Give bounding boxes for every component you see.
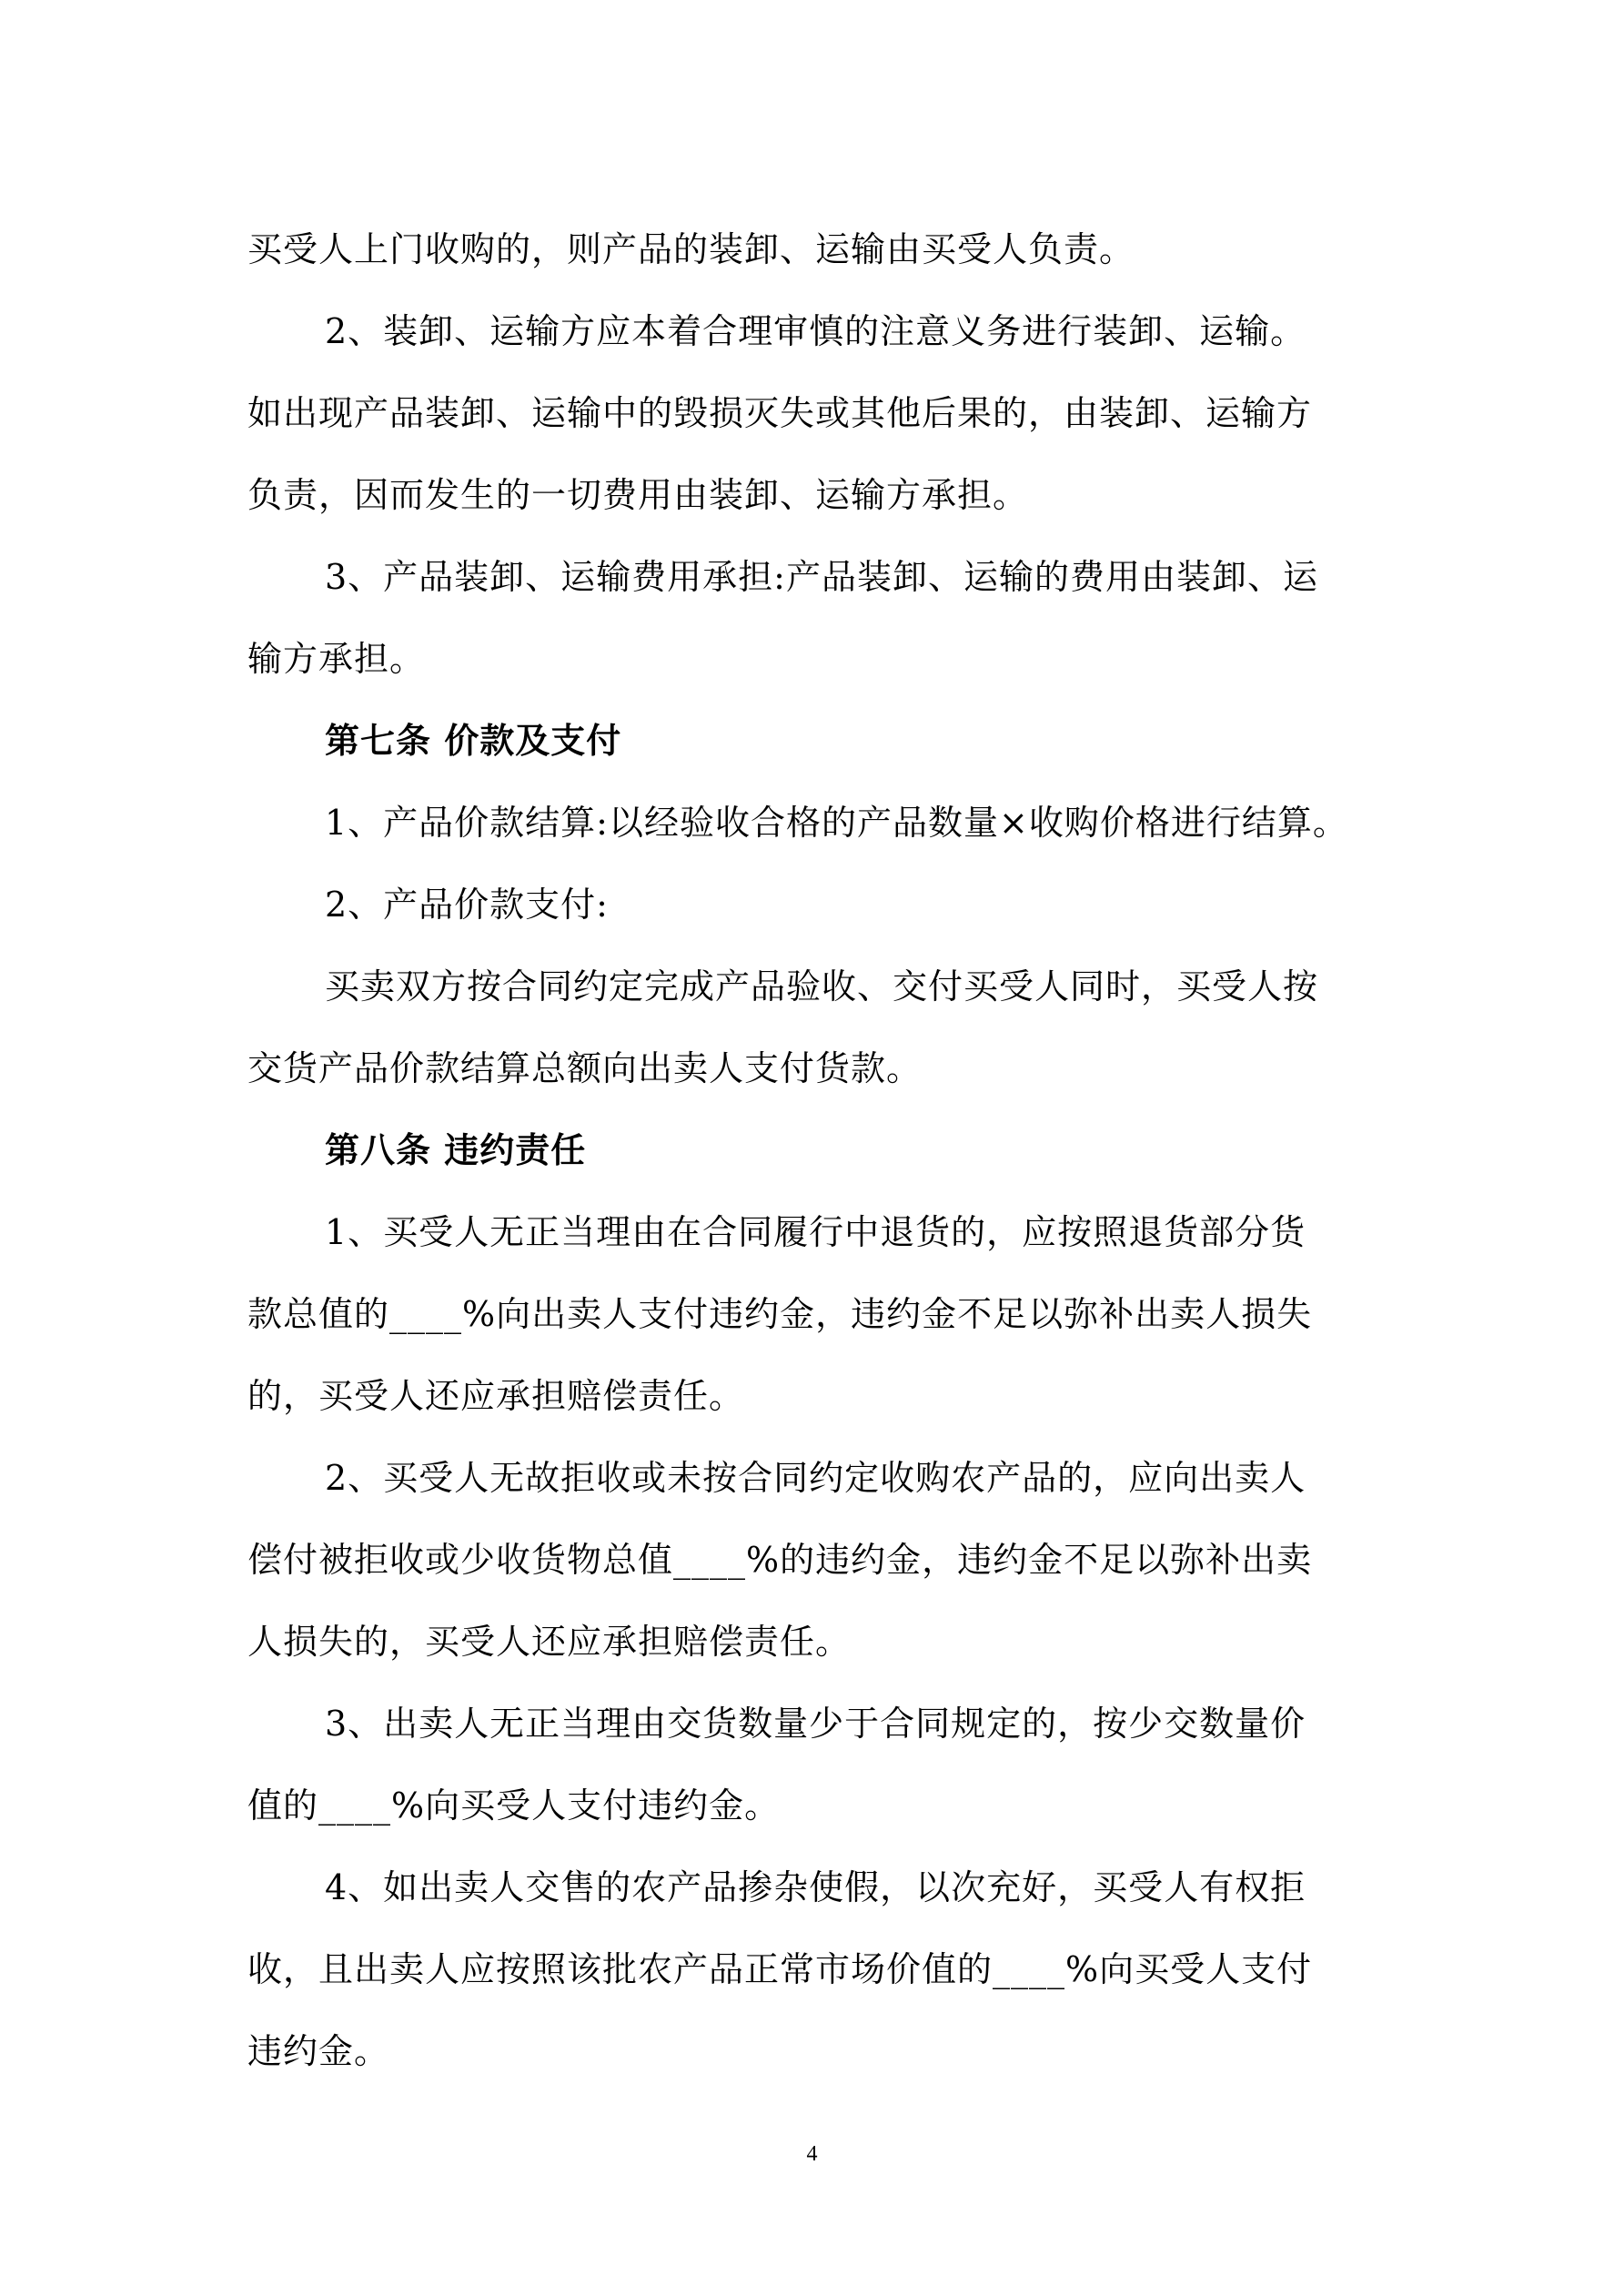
text-line: 值的____%向买受人支付违约金。 [247,1785,781,1826]
text-line: 3、产品装卸、运输费用承担:产品装卸、运输的费用由装卸、运 [325,557,1318,597]
text-line: 收，且出卖人应按照该批农产品正常市场价值的____%向买受人支付 [247,1949,1313,1989]
text-line: 2、产品价款支付: [325,885,609,925]
text-line: 如出现产品装卸、运输中的毁损灭失或其他后果的，由装卸、运输方 [247,393,1313,433]
text-line: 人损失的，买受人还应承担赔偿责任。 [247,1622,852,1662]
section-heading-article-7: 第七条 价款及支付 [325,721,622,761]
text-line: 款总值的____%向出卖人支付违约金，违约金不足以弥补出卖人损失 [247,1294,1313,1334]
text-line: 交货产品价款结算总额向出卖人支付货款。 [247,1048,923,1088]
text-line: 买卖双方按合同约定完成产品验收、交付买受人同时，买受人按 [325,966,1319,1006]
text-line: 违约金。 [247,2031,390,2071]
text-line: 1、买受人无正当理由在合同履行中退货的，应按照退货部分货 [325,1212,1306,1252]
text-line: 1、产品价款结算:以经验收合格的产品数量×收购价格进行结算。 [325,803,1348,843]
text-line: 负责，因而发生的一切费用由装卸、运输方承担。 [247,475,1029,515]
text-line: 偿付被拒收或少收货物总值____%的违约金，违约金不足以弥补出卖 [247,1540,1313,1580]
text-line: 2、装卸、运输方应本着合理审慎的注意义务进行装卸、运输。 [325,311,1306,351]
text-line: 的，买受人还应承担赔偿责任。 [247,1376,745,1416]
text-line: 输方承担。 [247,639,426,679]
text-line: 2、买受人无故拒收或未按合同约定收购农产品的，应向出卖人 [325,1458,1306,1498]
text-line: 买受人上门收购的，则产品的装卸、运输由买受人负责。 [247,229,1135,269]
section-heading-article-8: 第八条 违约责任 [325,1130,587,1170]
text-line: 4、如出卖人交售的农产品掺杂使假，以次充好，买受人有权拒 [325,1867,1306,1907]
text-line: 3、出卖人无正当理由交货数量少于合同规定的，按少交数量价 [325,1704,1306,1744]
page-number: 4 [806,2142,818,2166]
